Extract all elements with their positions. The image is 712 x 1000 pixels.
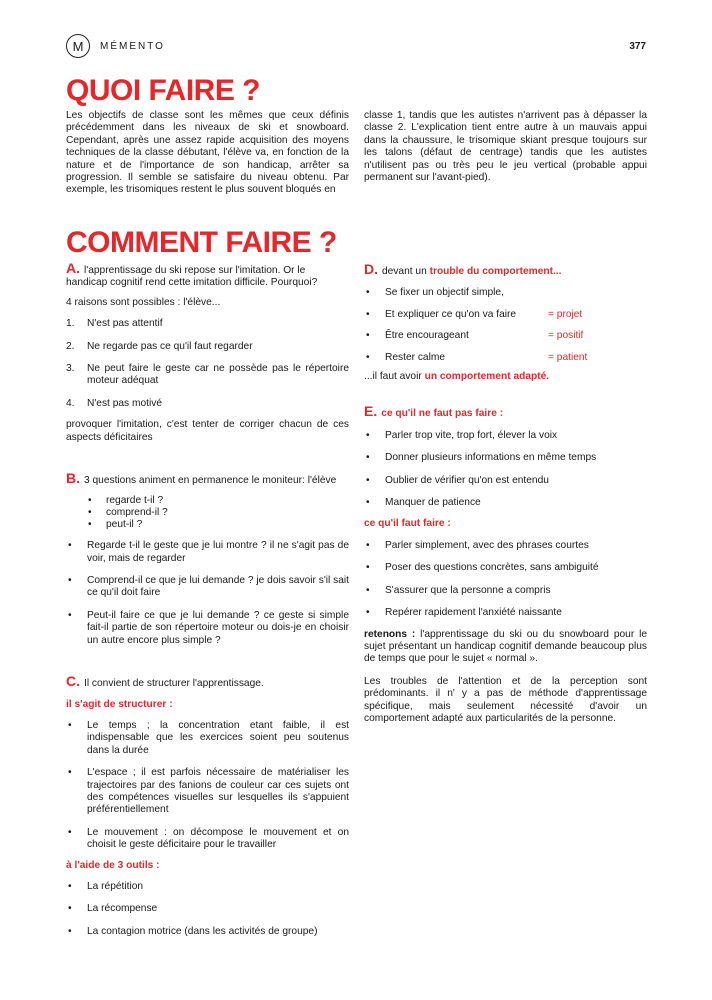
section-c-letter: C. — [66, 673, 80, 690]
dont-item: • Parler trop vite, trop fort, élever la voix — [364, 430, 647, 442]
final-paragraph: Les troubles de l'attention et de la perception sont prédominants. il n' y a pas de méthode d'apprentissage spécifique, mais seulement nécessité d'avoir un comportement adapté aux particularités de la personne. — [364, 675, 647, 724]
structure-bullet: • Le temps ; la concentration etant faible, il est indispensable que les exercices soient peu soutenus dans la durée — [66, 720, 349, 757]
do-item: • S'assurer que la personne a compris — [364, 585, 647, 597]
behavior-item: • Se fixer un objectif simple, — [364, 287, 647, 299]
page-header — [66, 34, 646, 64]
section-b-intro — [66, 472, 349, 487]
quoi-faire-title: QUOI FAIRE ? — [66, 74, 261, 107]
quoi-right-text: classe 1, tandis que les autistes n'arrivent pas à dépasser la classe 2. L'explication tient entre autre à un mauvais appui dans la chaussure, le trisomique skiant presque toujours sur les talons (défaut de centrage) tandis que les autistes n'utilisent pas ou très peu le jeu vertical (probable appui permanent sur l'avant-pied). — [364, 110, 647, 184]
page-number: 377 — [629, 41, 646, 52]
quoi-right-paragraph — [364, 110, 647, 184]
reason-item: 3. Ne peut faire le geste car ne possède pas le répertoire moteur adéquat — [66, 363, 349, 387]
quoi-left-text: Les objectifs de classe sont les mêmes que ceux définis précédemment dans les niveaux de ski et snowboard. Cependant, après une assez rapide acquisition des moyens techniques de la classe débutant, l'élève va, en fonction de la nature et de l'importance de son handicap, arrêter sa progression. Il semble se satisfaire du niveau obtenu. Par exemple, les trisomiques restent le plus souvent bloqués en — [66, 110, 349, 196]
question-bullet: • Peut-il faire ce que je lui demande ? ce geste si simple fait-il partie de son répertoire moteur ou dois-je en choisir un autre encore plus simple ? — [66, 610, 349, 647]
reasons-intro: 4 raisons sont possibles : l'élève... — [66, 296, 221, 308]
comment-left-column — [66, 262, 349, 938]
tool-item: • La récompense — [66, 903, 349, 915]
retenons-paragraph: retenons : l'apprentissage du ski ou du snowboard pour le sujet présentant un handicap cognitif demande beaucoup plus de temps que pour le sujet « normal ». — [364, 628, 647, 665]
do-item: • Repérer rapidement l'anxiété naissante — [364, 607, 647, 619]
dont-item: • Manquer de patience — [364, 497, 647, 509]
section-a-letter: A. — [66, 260, 80, 276]
section-e-letter: E. — [364, 403, 378, 420]
question-item: • comprend-il ? — [66, 507, 349, 519]
behavior-disorder-label: trouble du comportement... — [429, 266, 562, 277]
structure-bullet: • Le mouvement : on décompose le mouvement et on choisit le geste déficitaire pour le travailler — [66, 827, 349, 852]
dont-title: ce qu'il ne faut pas faire : — [381, 408, 504, 420]
section-c-intro — [66, 675, 349, 690]
question-bullet: • Regarde t-il le geste que je lui montre ? il ne s'agit pas de voir, mais de regarder — [66, 540, 349, 565]
section-label: MÉMENTO — [100, 41, 165, 52]
tool-item: • La contagion motrice (dans les activités de groupe) — [66, 926, 349, 938]
question-item: • regarde t-il ? — [66, 495, 349, 507]
section-c-intro-text: Il convient de structurer l'apprentissage. — [84, 678, 264, 690]
section-a-intro — [66, 262, 349, 290]
do-title: ce qu'il faut faire : — [364, 518, 451, 530]
section-a-conclusion: provoquer l'imitation, c'est tenter de corriger chacun de ces aspects déficitaires — [66, 419, 349, 443]
structure-bullet: • L'espace ; il est parfois nécessaire de matérialiser les trajectoires par des fanions de couleur car ces sujets ont des compétences visuelles sur lesquelles ils s'appuient préférentiellement — [66, 767, 349, 817]
dont-item: • Donner plusieurs informations en même temps — [364, 452, 647, 464]
tools-subtitle: à l'aide de 3 outils : — [66, 859, 160, 871]
question-list — [66, 495, 349, 530]
section-a-intro-text: l'apprentissage du ski repose sur l'imitation. Or le handicap cognitif rend cette imitation difficile. Pourquoi? — [66, 265, 318, 289]
memento-logo: M — [66, 34, 90, 58]
question-bullet: • Comprend-il ce que je lui demande ? je dois savoir s'il sait ce qu'il doit faire — [66, 575, 349, 600]
do-item: • Parler simplement, avec des phrases courtes — [364, 540, 647, 552]
reason-item: 2. Ne regarde pas ce qu'il faut regarder — [66, 340, 253, 352]
behavior-item: • Rester calme = patient — [364, 352, 647, 364]
reason-item: 4. N'est pas motivé — [66, 397, 162, 409]
section-d-conclusion: ...il faut avoir un comportement adapté. — [364, 371, 550, 383]
behavior-item: • Être encourageant = positif — [364, 330, 647, 342]
structure-subtitle: il s'agit de structurer : — [66, 698, 173, 710]
section-e-intro — [364, 405, 647, 420]
retenons-label: retenons : — [364, 628, 416, 640]
section-d-intro: D. devant un trouble du comportement... — [364, 261, 562, 277]
section-b-intro-text: 3 questions animent en permanence le moniteur: l'élève — [84, 475, 337, 487]
reason-item: 1. N'est pas attentif — [66, 318, 163, 330]
behavior-item: • Et expliquer ce qu'on va faire = projet — [364, 309, 647, 321]
do-item: • Poser des questions concrètes, sans ambiguité — [364, 562, 647, 574]
quoi-left-paragraph — [66, 110, 349, 197]
comment-right-column — [364, 263, 647, 725]
dont-item: • Oublier de vérifier qu'on est entendu — [364, 475, 647, 487]
section-d-letter: D. — [364, 261, 378, 277]
question-item: • peut-il ? — [66, 519, 349, 531]
tool-item: • La répétition — [66, 881, 349, 893]
comment-faire-title: COMMENT FAIRE ? — [66, 226, 337, 259]
section-b-letter: B. — [66, 470, 80, 487]
